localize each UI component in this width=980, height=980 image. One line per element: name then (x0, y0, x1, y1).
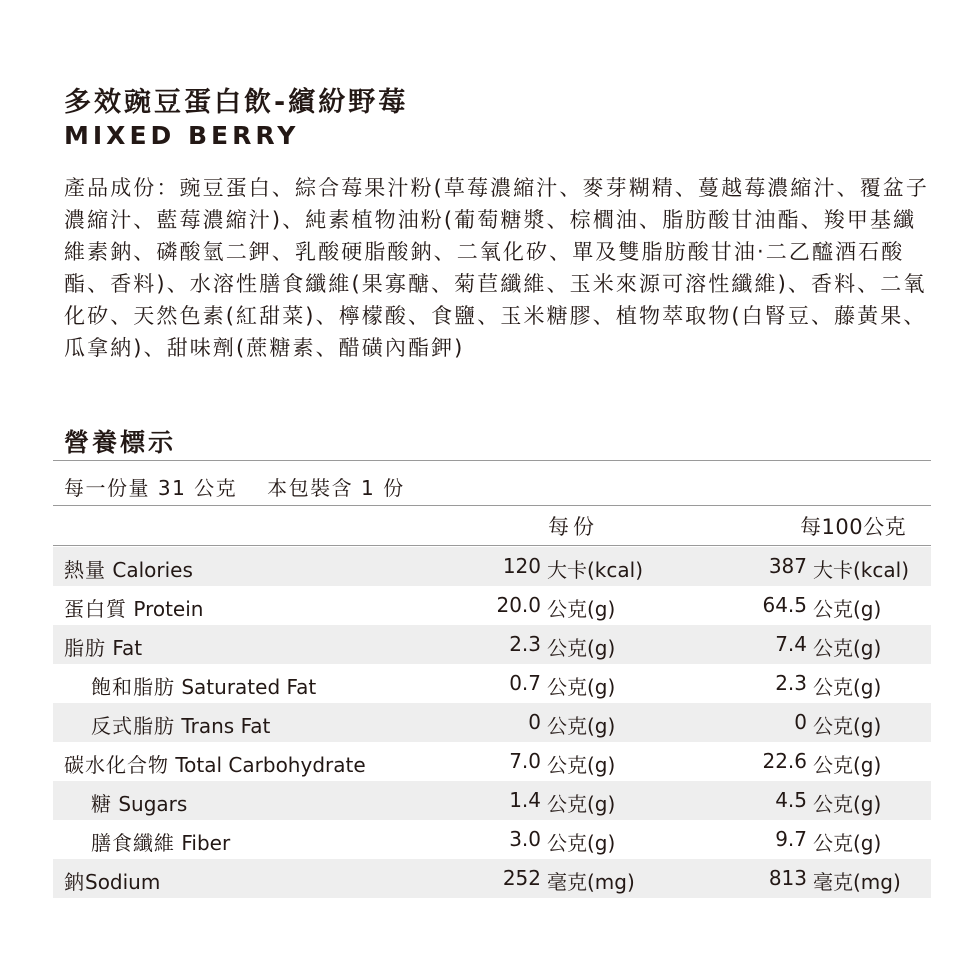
value-per-serving: 7.0 (509, 749, 541, 773)
heading-divider (53, 460, 931, 461)
unit-per-serving: 公克(g) (547, 597, 616, 621)
header-divider (53, 545, 931, 546)
unit-per-serving: 公克(g) (547, 831, 616, 855)
value-per-100g: 387 (768, 554, 807, 578)
column-header-per-100g: 每100公克 (800, 515, 907, 539)
table-row (53, 820, 931, 859)
unit-per-serving: 公克(g) (547, 675, 616, 699)
unit-per-100g: 公克(g) (813, 753, 882, 777)
nutrient-name: 熱量 Calories (64, 558, 193, 582)
unit-per-100g: 公克(g) (813, 636, 882, 660)
value-per-100g: 64.5 (762, 593, 807, 617)
table-row (53, 625, 931, 664)
value-per-100g: 0 (794, 710, 807, 734)
unit-per-serving: 毫克(mg) (547, 870, 635, 894)
value-per-serving: 20.0 (496, 593, 541, 617)
value-per-100g: 7.4 (775, 632, 807, 656)
table-row (53, 547, 931, 586)
value-per-100g: 9.7 (775, 827, 807, 851)
value-per-100g: 22.6 (762, 749, 807, 773)
table-row (53, 859, 931, 898)
unit-per-serving: 大卡(kcal) (547, 558, 643, 582)
nutrient-name: 膳食纖維 Fiber (91, 831, 231, 855)
nutrition-heading: 營養標示 (64, 428, 177, 457)
unit-per-100g: 公克(g) (813, 597, 882, 621)
value-per-serving: 2.3 (509, 632, 541, 656)
value-per-serving: 120 (502, 554, 541, 578)
unit-per-100g: 公克(g) (813, 675, 882, 699)
column-header-per-serving: 每份 (548, 515, 598, 539)
serving-divider (53, 505, 931, 506)
unit-per-serving: 公克(g) (547, 792, 616, 816)
table-row (53, 586, 931, 625)
unit-per-serving: 公克(g) (547, 753, 616, 777)
value-per-100g: 813 (768, 866, 807, 890)
nutrition-table (53, 547, 931, 898)
unit-per-100g: 毫克(mg) (813, 870, 901, 894)
value-per-serving: 0.7 (509, 671, 541, 695)
product-title-en: MIXED BERRY (64, 121, 300, 150)
unit-per-serving: 公克(g) (547, 714, 616, 738)
table-row (53, 742, 931, 781)
value-per-serving: 1.4 (509, 788, 541, 812)
nutrient-name: 碳水化合物 Total Carbohydrate (64, 753, 366, 777)
table-row (53, 781, 931, 820)
unit-per-100g: 公克(g) (813, 714, 882, 738)
unit-per-serving: 公克(g) (547, 636, 616, 660)
nutrient-name: 蛋白質 Protein (64, 597, 204, 621)
nutrient-name: 糖 Sugars (91, 792, 188, 816)
value-per-serving: 0 (528, 710, 541, 734)
table-row (53, 703, 931, 742)
serving-size: 每一份量 31 公克 (64, 476, 238, 500)
value-per-serving: 3.0 (509, 827, 541, 851)
value-per-serving: 252 (502, 866, 541, 890)
unit-per-100g: 大卡(kcal) (813, 558, 909, 582)
unit-per-100g: 公克(g) (813, 792, 882, 816)
servings-per-pack: 本包裝含 1 份 (267, 476, 405, 500)
serving-info (64, 472, 405, 501)
table-row (53, 664, 931, 703)
nutrient-name: 脂肪 Fat (64, 636, 143, 660)
nutrient-name: 鈉Sodium (64, 870, 161, 894)
value-per-100g: 4.5 (775, 788, 807, 812)
ingredients-text: 產品成份：豌豆蛋白、綜合莓果汁粉(草莓濃縮汁、麥芽糊精、蔓越莓濃縮汁、覆盆子濃縮汁、藍莓濃縮汁)、純素植物油粉(葡萄糖漿、棕櫚油、脂肪酸甘油酯、羧甲基纖維素鈉、磷酸氫二鉀、乳酸硬脂酸鈉、二氧化矽、單及雙脂肪酸甘油‧二乙醯酒石酸酯、香料)、水溶性膳食纖維(果寡醣、菊苣纖維、玉米來源可溶性纖維)、香料、二氧化矽、天然色素(紅甜菜)、檸檬酸、食鹽、玉米糖膠、植物萃取物(白腎豆、藤黃果、瓜拿納)、甜味劑(蔗糖素、醋磺內酯鉀) (64, 176, 929, 360)
nutrient-name: 反式脂肪 Trans Fat (91, 714, 271, 738)
product-title-zh: 多效豌豆蛋白飲-繽紛野莓 (64, 87, 409, 118)
unit-per-100g: 公克(g) (813, 831, 882, 855)
value-per-100g: 2.3 (775, 671, 807, 695)
nutrient-name: 飽和脂肪 Saturated Fat (91, 675, 317, 699)
